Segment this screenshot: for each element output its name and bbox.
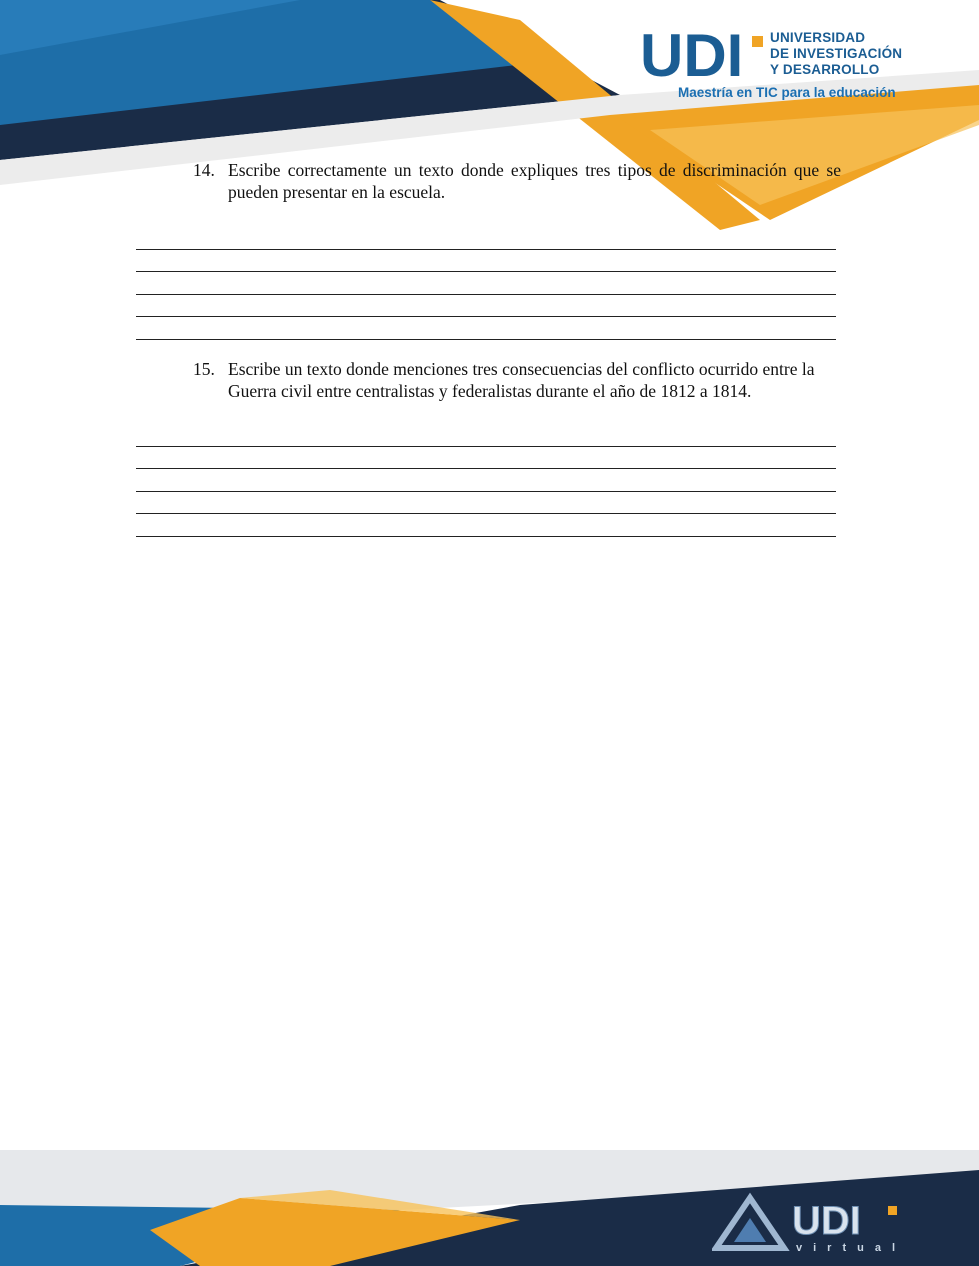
question-text: Escribe correctamente un texto donde expliques tres tipos de discriminación que se pueden presentar en la escuela. bbox=[228, 160, 841, 202]
university-line-1: UNIVERSIDAD bbox=[770, 30, 866, 45]
question-15 bbox=[193, 358, 818, 402]
logo-orange-square bbox=[752, 36, 763, 47]
question-14 bbox=[193, 159, 841, 203]
answer-line[interactable] bbox=[136, 272, 836, 295]
question-number: 15. bbox=[193, 359, 215, 379]
answer-line[interactable] bbox=[136, 492, 836, 515]
answer-line[interactable] bbox=[136, 447, 836, 470]
university-line-2: DE INVESTIGACIÓN bbox=[770, 46, 903, 61]
program-name: Maestría en TIC para la educación bbox=[678, 85, 896, 100]
answer-line[interactable] bbox=[136, 424, 836, 447]
answer-line[interactable] bbox=[136, 469, 836, 492]
answer-line[interactable] bbox=[136, 295, 836, 318]
udi-header-logo bbox=[640, 26, 940, 106]
answer-lines-15 bbox=[136, 424, 836, 537]
virtual-logo-letters: UDI bbox=[792, 1199, 861, 1243]
udi-virtual-logo bbox=[712, 1192, 912, 1254]
virtual-logo-orange-square bbox=[888, 1206, 897, 1215]
answer-line[interactable] bbox=[136, 250, 836, 273]
answer-line[interactable] bbox=[136, 227, 836, 250]
udi-logo-mark bbox=[640, 30, 765, 80]
question-text: Escribe un texto donde menciones tres consecuencias del conflicto ocurrido entre la Guerra civil entre centralistas y federalistas durante el año de 1812 a 1814. bbox=[228, 359, 815, 401]
university-name bbox=[770, 30, 902, 78]
question-number: 14. bbox=[193, 160, 215, 180]
answer-lines-14 bbox=[136, 227, 836, 340]
virtual-logo-triangle-inner bbox=[734, 1218, 766, 1242]
university-line-3: Y DESARROLLO bbox=[770, 62, 880, 77]
udi-logo-letters: UDI bbox=[640, 30, 744, 80]
answer-line[interactable] bbox=[136, 317, 836, 340]
virtual-logo-word: virtual bbox=[796, 1242, 907, 1254]
answer-line[interactable] bbox=[136, 514, 836, 537]
